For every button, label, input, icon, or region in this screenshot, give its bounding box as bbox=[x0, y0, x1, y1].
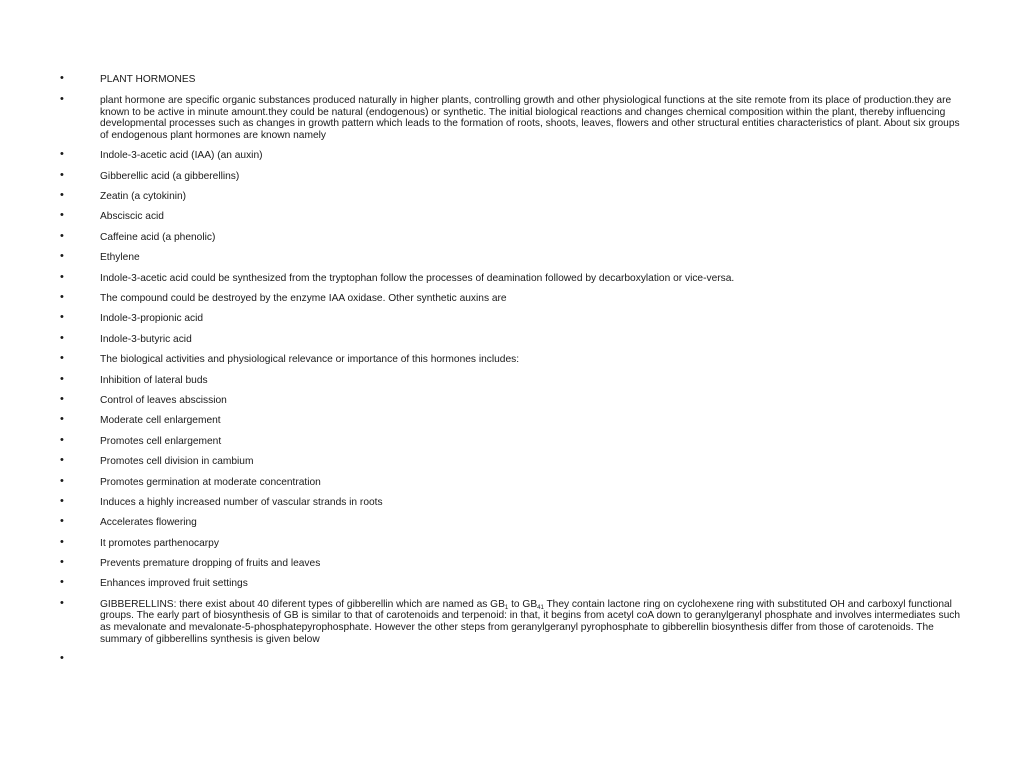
list-item bbox=[0, 392, 1024, 407]
bullet-dot: • bbox=[60, 291, 64, 303]
list-item-text: Ethylene bbox=[100, 252, 140, 264]
list-item-text: Inhibition of lateral buds bbox=[100, 374, 208, 386]
bullet-dot: • bbox=[60, 148, 64, 161]
list-item bbox=[0, 456, 1024, 468]
list-item bbox=[0, 494, 1024, 509]
bullet-dot: • bbox=[60, 454, 64, 467]
list-item-text: Accelerates flowering bbox=[100, 517, 197, 529]
gibberellins-text-3: They contain lactone ring on cyclohexene ring with substituted OH and carboxyl functional groups. The early part of biosynthesis of GB is similar to that of carotenoids and terpenoid: in that, it begins from acetyl coA down to geranylgeranyl phosphate and involves intermediates such as mevalonate and mevalonate-5-phosphatepyrophosphate. However the other steps from geranylgeranyl pyrophosphate to gibberellin biosynthesis differ from those of carotenoids. The summary of gibberellins synthesis is given below bbox=[100, 598, 961, 645]
list-item bbox=[0, 354, 1024, 366]
list-item-text: Indole-3-acetic acid could be synthesized from the tryptophan follow the processes of deamination followed by decarboxylation or vice-versa. bbox=[100, 272, 735, 284]
list-item-text: Promotes cell enlargement bbox=[100, 435, 222, 447]
bullet-dot: • bbox=[60, 596, 64, 609]
list-item-text: It promotes parthenocarpy bbox=[100, 537, 219, 549]
list-item bbox=[0, 150, 1024, 162]
list-item-text: The biological activities and physiological relevance or importance of this hormones includes: bbox=[100, 354, 520, 366]
list-item bbox=[0, 558, 1024, 570]
bullet-dot: • bbox=[60, 189, 64, 202]
list-item bbox=[0, 313, 1024, 325]
list-item bbox=[0, 229, 1024, 244]
list-item-text: Promotes cell division in cambium bbox=[100, 456, 254, 468]
list-item bbox=[0, 95, 1024, 141]
list-item-text: The compound could be destroyed by the enzyme IAA oxidase. Other synthetic auxins are bbox=[100, 293, 507, 304]
list-item-text: Indole-3-butyric acid bbox=[100, 333, 192, 345]
list-item bbox=[0, 252, 1024, 264]
list-item-text: Control of leaves abscission bbox=[100, 394, 227, 406]
list-item bbox=[0, 415, 1024, 427]
bullet-dot: • bbox=[60, 515, 64, 528]
bullet-dot: • bbox=[60, 93, 64, 106]
gibberellins-subscript-1: 1 bbox=[504, 604, 509, 611]
list-item-gibberellins bbox=[0, 596, 1024, 645]
list-item bbox=[0, 293, 1024, 305]
bullet-dot: • bbox=[60, 229, 64, 242]
list-item-text: Promotes germination at moderate concentration bbox=[100, 476, 321, 488]
list-item bbox=[0, 535, 1024, 550]
list-item bbox=[0, 372, 1024, 387]
bullet-dot: • bbox=[60, 250, 64, 263]
bullet-dot: • bbox=[60, 209, 64, 222]
list-item-text: Caffeine acid (a phenolic) bbox=[100, 231, 216, 243]
bullet-dot: • bbox=[60, 352, 64, 365]
bullet-dot: • bbox=[60, 168, 64, 181]
bullet-dot: • bbox=[60, 270, 64, 283]
gibberellins-text-1: GIBBERELLINS: there exist about 40 diferent types of gibberellin which are named as GB bbox=[100, 598, 505, 610]
list-item bbox=[0, 517, 1024, 529]
bullet-dot: • bbox=[60, 576, 64, 589]
list-item-text: plant hormone are specific organic substances produced naturally in higher plants, controlling growth and other physiological functions at the site remote from its place of production.they are known to be active in minute amount.they could be natural (endogenous) or synthetic. The initial biological reactions and changes chemical composition within the plant, thereby influencing developmental processes such as changes in growth pattern which leads to the formation of roots, shoots, leaves, flowers and other structural entities characteristics of plant. About six groups of endogenous plant hormones are known namely bbox=[100, 95, 960, 141]
bullet-list bbox=[0, 74, 1024, 674]
list-item-empty bbox=[0, 654, 1024, 666]
bullet-dot: • bbox=[60, 392, 64, 405]
list-item bbox=[0, 270, 1024, 285]
list-item-text: Indole-3-propionic acid bbox=[100, 313, 204, 325]
list-item bbox=[0, 474, 1024, 489]
list-item-text: PLANT HORMONES bbox=[100, 74, 196, 85]
list-item-text: Moderate cell enlargement bbox=[100, 415, 221, 427]
list-item-text: Indole-3-acetic acid (IAA) (an auxin) bbox=[100, 150, 263, 162]
bullet-dot: • bbox=[60, 556, 64, 569]
gibberellins-text-2: to GB bbox=[508, 598, 538, 610]
gibberellins-subscript-2: 41 bbox=[537, 604, 544, 611]
list-item bbox=[0, 211, 1024, 223]
bullet-dot: • bbox=[60, 474, 64, 487]
list-item-text: Zeatin (a cytokinin) bbox=[100, 191, 187, 203]
list-item bbox=[0, 433, 1024, 448]
list-item bbox=[0, 191, 1024, 203]
bullet-dot: • bbox=[60, 72, 64, 84]
list-item-text: Induces a highly increased number of vascular strands in roots bbox=[100, 496, 383, 508]
list-item bbox=[0, 331, 1024, 346]
bullet-dot: • bbox=[60, 652, 64, 665]
bullet-dot: • bbox=[60, 535, 64, 548]
bullet-dot: • bbox=[60, 372, 64, 385]
list-item-text: Gibberellic acid (a gibberellins) bbox=[100, 170, 240, 182]
bullet-dot: • bbox=[60, 413, 64, 426]
bullet-dot: • bbox=[60, 494, 64, 507]
bullet-dot: • bbox=[60, 311, 64, 324]
list-item-text: Enhances improved fruit settings bbox=[100, 578, 248, 590]
list-item-text: Absciscic acid bbox=[100, 211, 164, 223]
bullet-dot: • bbox=[60, 331, 64, 344]
bullet-dot: • bbox=[60, 433, 64, 446]
list-item-heading bbox=[0, 74, 1024, 86]
list-item bbox=[0, 168, 1024, 183]
list-item-text: Prevents premature dropping of fruits and leaves bbox=[100, 558, 321, 570]
list-item bbox=[0, 578, 1024, 590]
